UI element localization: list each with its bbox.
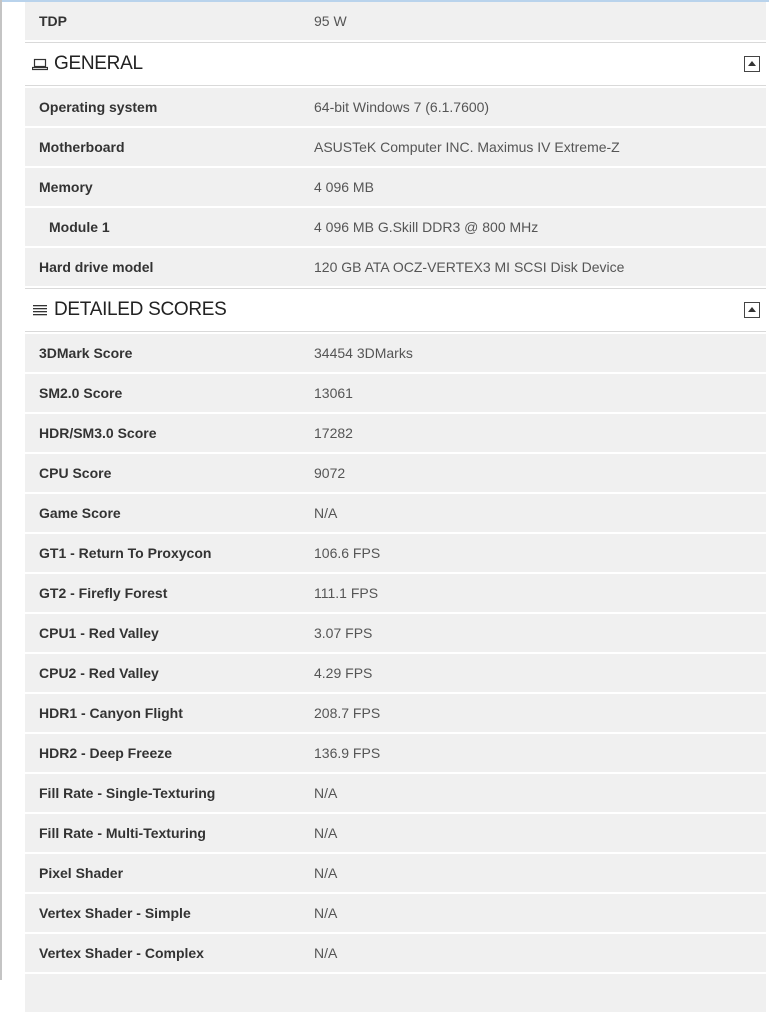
table-row [25,2,766,40]
table-row [25,128,766,166]
table-row [25,814,766,852]
row-label: Motherboard [39,139,125,155]
table-row [25,934,766,972]
row-label: HDR1 - Canyon Flight [39,705,183,721]
row-value: 3.07 FPS [314,625,373,641]
section-header-general [25,42,766,86]
row-label: CPU Score [39,465,112,481]
section-title: DETAILED SCORES [54,299,227,320]
row-value: N/A [314,505,338,521]
row-label: Memory [39,179,93,195]
results-panel [25,2,766,1014]
row-label: SM2.0 Score [39,385,123,401]
table-row [25,734,766,772]
row-value: N/A [314,945,338,961]
table-row [25,494,766,532]
table-row [25,168,766,206]
row-label: Module 1 [49,219,110,235]
row-label: Fill Rate - Single-Texturing [39,785,216,801]
collapse-detailed-scores-button[interactable] [744,302,760,318]
row-label: Vertex Shader - Simple [39,905,191,921]
row-label: Operating system [39,99,158,115]
row-value: 111.1 FPS [314,585,379,601]
row-label: Vertex Shader - Complex [39,945,204,961]
table-row [25,334,766,372]
left-border [0,0,2,980]
row-value: 208.7 FPS [314,705,381,721]
row-label: Pixel Shader [39,865,124,881]
collapse-general-button[interactable] [744,56,760,72]
collapse-up-icon [747,59,757,69]
section-header-detailed-scores [25,288,766,332]
row-label: CPU2 - Red Valley [39,665,159,681]
table-row [25,774,766,812]
row-value: ASUSTeK Computer INC. Maximus IV Extreme-Z [314,139,620,155]
row-label: Fill Rate - Multi-Texturing [39,825,206,841]
table-row [25,654,766,692]
row-value: 4 096 MB G.Skill DDR3 @ 800 MHz [314,219,539,235]
row-label: Hard drive model [39,259,154,275]
row-value: 120 GB ATA OCZ-VERTEX3 MI SCSI Disk Device [314,259,625,275]
row-value: N/A [314,865,338,881]
table-row [25,534,766,572]
table-row [25,854,766,892]
row-label: TDP [39,13,67,29]
row-label: HDR2 - Deep Freeze [39,745,173,761]
row-value: N/A [314,785,338,801]
section-title: GENERAL [54,53,143,74]
row-value: 17282 [314,425,353,441]
row-value: 4.29 FPS [314,665,373,681]
table-row [25,574,766,612]
row-label: HDR/SM3.0 Score [39,425,157,441]
row-value: 136.9 FPS [314,745,381,761]
table-row [25,248,766,286]
row-label: 3DMark Score [39,345,133,361]
row-value: 95 W [314,13,347,29]
table-row [25,374,766,412]
row-value: 13061 [314,385,353,401]
row-label: CPU1 - Red Valley [39,625,159,641]
row-label: Game Score [39,505,121,521]
laptop-icon [32,56,48,72]
collapse-up-icon [747,305,757,315]
row-label: GT1 - Return To Proxycon [39,545,212,561]
table-row [25,614,766,652]
list-icon [32,302,48,318]
row-value: N/A [314,905,338,921]
table-row [25,454,766,492]
row-value: 34454 3DMarks [314,345,413,361]
row-value: 106.6 FPS [314,545,381,561]
row-label: GT2 - Firefly Forest [39,585,168,601]
row-value: 64-bit Windows 7 (6.1.7600) [314,99,490,115]
table-row [25,894,766,932]
table-row [25,414,766,452]
table-row [25,694,766,732]
row-value: 9072 [314,465,346,481]
row-value: N/A [314,825,338,841]
table-row [25,88,766,126]
table-row [25,208,766,246]
row-value: 4 096 MB [314,179,374,195]
